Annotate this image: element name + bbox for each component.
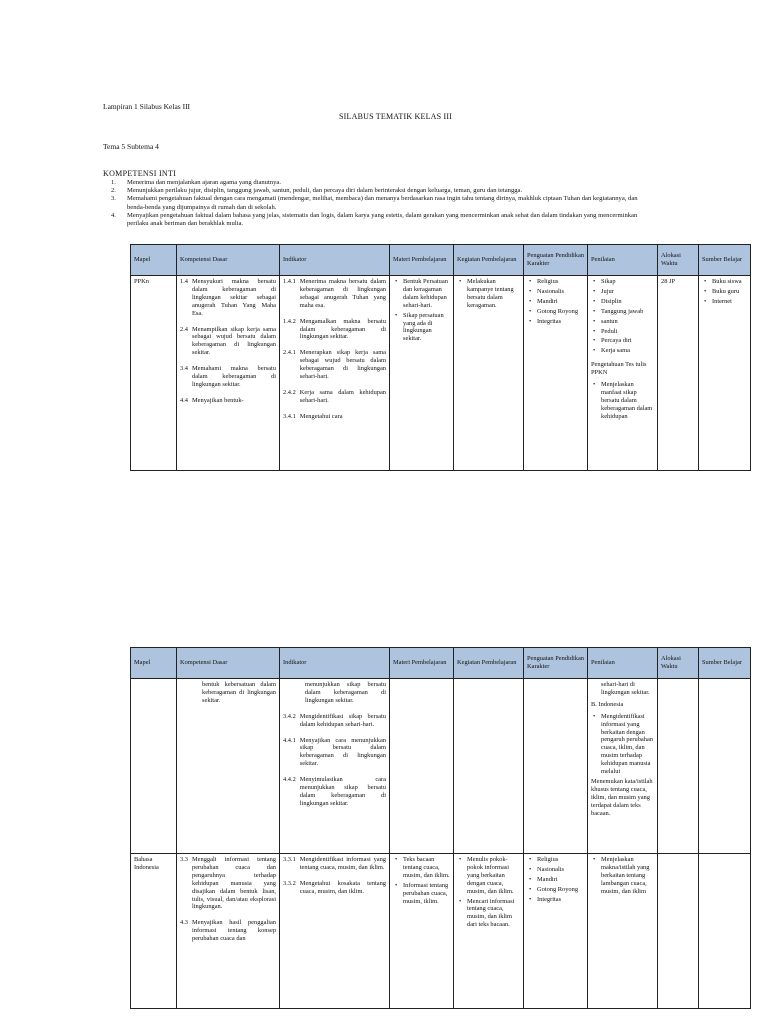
- indikator-cell: [283, 278, 386, 468]
- penilaian-cell: [591, 681, 654, 851]
- sumber-item: • Internet: [712, 298, 747, 306]
- entry-code: 3.4: [180, 365, 188, 373]
- table-2-header-row: [131, 648, 751, 679]
- ki-item-number: 1.: [111, 179, 116, 186]
- penilaian-list: [591, 713, 654, 776]
- penilaian-item: • Mengidentifikasi informasi yang berkaitan dengan pengaruh perubahan cuaca, iklim, dan musim terhadap kehidupan manusia melalui: [601, 713, 654, 776]
- col-materi: Materi Pembelajaran: [390, 648, 454, 679]
- entry-code: 1.4: [180, 278, 188, 285]
- entry: [180, 397, 276, 405]
- penilaian-tail: Menemukan kata/istilah khusus tentang cuaca, iklim, dan musim yang terdapat dalam teks bacaan.: [591, 777, 653, 817]
- entry-code: 1.4.2: [283, 317, 296, 325]
- col-alokasi: Alokasi Waktu: [658, 245, 699, 276]
- col-kompetensi-dasar: Kompetensi Dasar: [177, 245, 280, 276]
- penilaian-cell: [591, 278, 654, 468]
- table-row: [131, 276, 751, 471]
- alokasi-cell: 28 JP: [661, 278, 676, 285]
- kegiatan-item: • Menulis pokok-pokok informasi yang berkaitan dengan cuaca, musim, dan iklim.: [467, 856, 520, 896]
- entry: [283, 880, 386, 896]
- col-alokasi: Alokasi Waktu: [658, 648, 699, 679]
- sikap-item: • santun: [601, 318, 654, 326]
- syllabus-table-1: [130, 244, 751, 471]
- penilaian-top: sehari-hari di lingkungan sekitar.: [601, 681, 650, 696]
- sumber-item: • Buku siswa: [712, 278, 747, 286]
- penilaian-list: [591, 381, 654, 421]
- penilaian-list: [591, 856, 654, 896]
- entry-text: Menyajikan cara menunjukkan sikap bersatu dalam keberagaman di lingkungan sekitar.: [299, 736, 386, 768]
- kegiatan-list: [457, 278, 520, 310]
- entry-code: 4.4.1: [283, 736, 296, 744]
- kd-cell: [180, 278, 276, 468]
- sikap-item: • Jujur: [601, 288, 654, 296]
- entry-code: 2.4.2: [283, 388, 296, 396]
- kegiatan-list: [457, 856, 520, 929]
- entry-code: 4.3: [180, 919, 188, 927]
- ki-heading: KOMPETENSI INTI: [103, 169, 177, 178]
- entry-text: Kerja sama dalam kehidupan sehari-hari.: [299, 388, 386, 404]
- entry-text: Menyimulasikan cara menunjukkan sikap bersatu dalam keberagaman di lingkungan sekitar.: [299, 776, 386, 807]
- document-title: SILABUS TEMATIK KELAS III: [339, 112, 453, 121]
- col-materi: Materi Pembelajaran: [390, 245, 454, 276]
- entry-text: Mengidentifikasi sikap bersatu dalam kehidupan sehari-hari.: [299, 712, 386, 728]
- entry-code: 3.3: [180, 856, 188, 863]
- karakter-item: • Religius: [537, 856, 584, 864]
- entry: [283, 389, 386, 405]
- table-1-header-row: [131, 245, 751, 276]
- entry: [180, 919, 276, 943]
- karakter-item: • Integritas: [537, 318, 584, 326]
- materi-item: • Teks bacaan tentang cuaca, musim, dan iklim.: [403, 856, 450, 880]
- mapel-cell: PPKn: [134, 278, 149, 285]
- entry-code: 3.3.2: [283, 879, 296, 887]
- entry: [283, 856, 386, 872]
- entry-text: menunjukkan sikap bersatu dalam keberagaman di lingkungan sekitar.: [305, 681, 386, 704]
- ki-item-text: Menerima dan menjalankan ajaran agama yang dianutnya.: [127, 179, 281, 186]
- col-mapel: Mapel: [131, 648, 177, 679]
- penilaian-b-indonesia: B. Indonesia: [591, 700, 624, 708]
- col-karakter: Penguatan Pendidikan Karakter: [524, 648, 588, 679]
- sikap-item: • Kerja sama: [601, 347, 654, 355]
- sumber-item: • Buku guru: [712, 288, 747, 296]
- entry-text: Mengidentifikasi informasi yang tentang cuaca, musim, dan iklim.: [299, 856, 386, 871]
- entry-code: 1.4.1: [283, 278, 296, 285]
- col-mapel: Mapel: [131, 245, 177, 276]
- entry: [283, 713, 386, 729]
- karakter-list: [527, 278, 584, 326]
- penilaian-item: • Menjelaskan manfaat sikap bersatu dalam keberagaman dalam kehidupan: [601, 381, 654, 421]
- entry: [283, 413, 386, 421]
- ki-item: [103, 212, 643, 228]
- col-sumber: Sumber Belajar: [699, 648, 751, 679]
- materi-list: [393, 278, 450, 343]
- col-penilaian: Penilaian: [588, 648, 658, 679]
- ki-item-number: 4.: [111, 211, 116, 219]
- entry-text: Menyajikan hasil penggalian informasi tentang konsep perubahan cuaca dan: [192, 919, 276, 943]
- entry-code: 2.4.1: [283, 349, 296, 357]
- penilaian-sikap-label: • Sikap: [601, 278, 654, 286]
- col-indikator: Indikator: [280, 245, 390, 276]
- table-row: [131, 854, 751, 1009]
- entry-text: Menyajikan bentuk-: [192, 396, 244, 404]
- lampiran-label: Lampiran 1 Silabus Kelas III: [103, 102, 191, 111]
- entry-code: [283, 681, 301, 705]
- kd-cell: [180, 856, 276, 1006]
- ki-list: [103, 179, 643, 228]
- karakter-item: • Gotong Royong: [537, 308, 584, 316]
- ki-item: [103, 195, 643, 211]
- entry-code: 4.4: [180, 396, 188, 404]
- karakter-item: • Mandiri: [537, 876, 584, 884]
- ki-item: [103, 187, 643, 195]
- entry-text: Mengetahui kosakata tentang cuaca, musim, dan iklim.: [299, 879, 386, 895]
- entry-code: 3.4.1: [283, 412, 296, 420]
- entry: [180, 326, 276, 358]
- entry-code: 4.4.2: [283, 776, 296, 784]
- karakter-item: • Gotong Royong: [537, 886, 584, 894]
- entry: [283, 278, 386, 310]
- materi-item: • Informasi tentang perubahan cuaca, musim, iklim.: [403, 882, 450, 906]
- col-kegiatan: Kegiatan Pembelajaran: [454, 648, 524, 679]
- entry-text: Memahami makna bersatu dalam keberagaman di lingkungan sekitar.: [192, 365, 276, 388]
- entry: [283, 737, 386, 769]
- entry-text: Menerima makna bersatu dalam keberagaman di lingkungan sebagai anugerah Tuhan yang maha esa.: [299, 278, 386, 309]
- sikap-list: [591, 288, 654, 355]
- sikap-item: • Tanggung jawab: [601, 308, 654, 316]
- karakter-item: • Mandiri: [537, 298, 584, 306]
- mapel-cell: Bahasa Indonesia: [134, 856, 159, 871]
- materi-item: • Bentuk Persatuan dan keragaman dalam kehidupan sehari-hari.: [403, 278, 450, 310]
- entry: [180, 856, 276, 911]
- ki-item: [103, 179, 643, 187]
- ki-item-text: Memahami pengetahuan faktual dengan cara mengamati (mendengar, melihat, membaca) dan menanya berdasarkan rasa ingin tahu tentang dirinya, makhluk ciptaan Tuhan dan kegiatannya, dan benda-benda yang dijumpainya di rumah dan di sekolah.: [127, 195, 638, 211]
- karakter-list: [527, 856, 584, 904]
- entry-text: Mensyukuri makna bersatu dalam keberagaman di lingkungan sekitar sebagai anugerah Tuhan Yang Maha Esa.: [192, 278, 276, 317]
- entry: [283, 349, 386, 381]
- entry-text: Menampilkan sikap kerja sama sebagai wujud bersatu dalam keberagaman di lingkungan sekitar.: [192, 325, 276, 357]
- kegiatan-item: • Melakukan kampanye tentang bersatu dalam keragaman.: [467, 278, 520, 310]
- ki-item-number: 3.: [111, 195, 116, 203]
- sikap-item: • Disiplin: [601, 298, 654, 306]
- indikator-cell: [283, 681, 386, 851]
- entry-text: Menerapkan sikap kerja sama sebagai wujud bersatu dalam keberagaman di lingkungan sehari-hari.: [299, 349, 386, 381]
- materi-item: • Sikap persatuan yang ada di lingkungan sekitar.: [403, 312, 450, 344]
- karakter-item: • Nasionalis: [537, 288, 584, 296]
- indikator-cell: [283, 856, 386, 1006]
- col-penilaian: Penilaian: [588, 245, 658, 276]
- penilaian-pengetahuan: Pengetahuan Tes tulis PPKN: [591, 361, 647, 377]
- entry-text: Mengetahui cara: [299, 412, 343, 420]
- penilaian-item: • Menjelaskan makna/istilah yang berkaitan tentang lambangan cuaca, musim, dan iklim: [601, 856, 654, 896]
- kd-cell: bentuk kebersatuan dalam keberagaman di lingkungan sekitar.: [202, 681, 276, 704]
- karakter-item: • Nasionalis: [537, 866, 584, 874]
- entry-text: Menggali informasi tentang perubahan cuaca dan pengaruhnya terhadap kehidupan manusia yang disajikan dalam bentuk lisan, tulis, visual, dan/atau eksplorasi lingkungan.: [192, 856, 276, 911]
- col-indikator: Indikator: [280, 648, 390, 679]
- entry: [180, 278, 276, 318]
- col-sumber: Sumber Belajar: [699, 245, 751, 276]
- karakter-item: • Religius: [537, 278, 584, 286]
- entry: [283, 681, 386, 705]
- entry-code: 3.3.1: [283, 856, 296, 863]
- col-kompetensi-dasar: Kompetensi Dasar: [177, 648, 280, 679]
- materi-list: [393, 856, 450, 905]
- kegiatan-item: • Mencari informasi tentang cuaca, musim, dan iklim dari teks bacaan.: [467, 898, 520, 930]
- col-karakter: Penguatan Pendidikan Karakter: [524, 245, 588, 276]
- entry: [283, 318, 386, 342]
- karakter-item: • Integritas: [537, 896, 584, 904]
- syllabus-table-2: [130, 647, 751, 1009]
- entry-code: 3.4.2: [283, 712, 296, 720]
- col-kegiatan: Kegiatan Pembelajaran: [454, 245, 524, 276]
- tema-label: Tema 5 Subtema 4: [103, 142, 159, 151]
- sikap-item: • Peduli: [601, 328, 654, 336]
- sikap-item: • Percaya diri: [601, 337, 654, 345]
- entry: [283, 776, 386, 808]
- entry-code: 2.4: [180, 325, 188, 333]
- entry: [180, 365, 276, 389]
- sumber-list: [702, 278, 747, 306]
- ki-item-text: Menunjukkan perilaku jujur, disiplin, tanggung jawab, santun, peduli, dan percaya diri dalam berinteraksi dengan keluarga, teman, guru dan tetangga.: [127, 187, 523, 195]
- ki-item-number: 2.: [111, 187, 116, 195]
- entry-text: Mengamalkan makna bersatu dalam keberagaman di lingkungan sekitar.: [299, 317, 386, 341]
- table-row: [131, 679, 751, 854]
- ki-item-text: Menyajikan pengetahuan faktual dalam bahasa yang jelas, sistematis dan logis, dalam karya yang estetis, dalam gerakan yang mencerminkan anak sehat dan dalam tindakan yang mencerminkan perilaku anak beriman dan berakhlak mulia.: [127, 211, 638, 228]
